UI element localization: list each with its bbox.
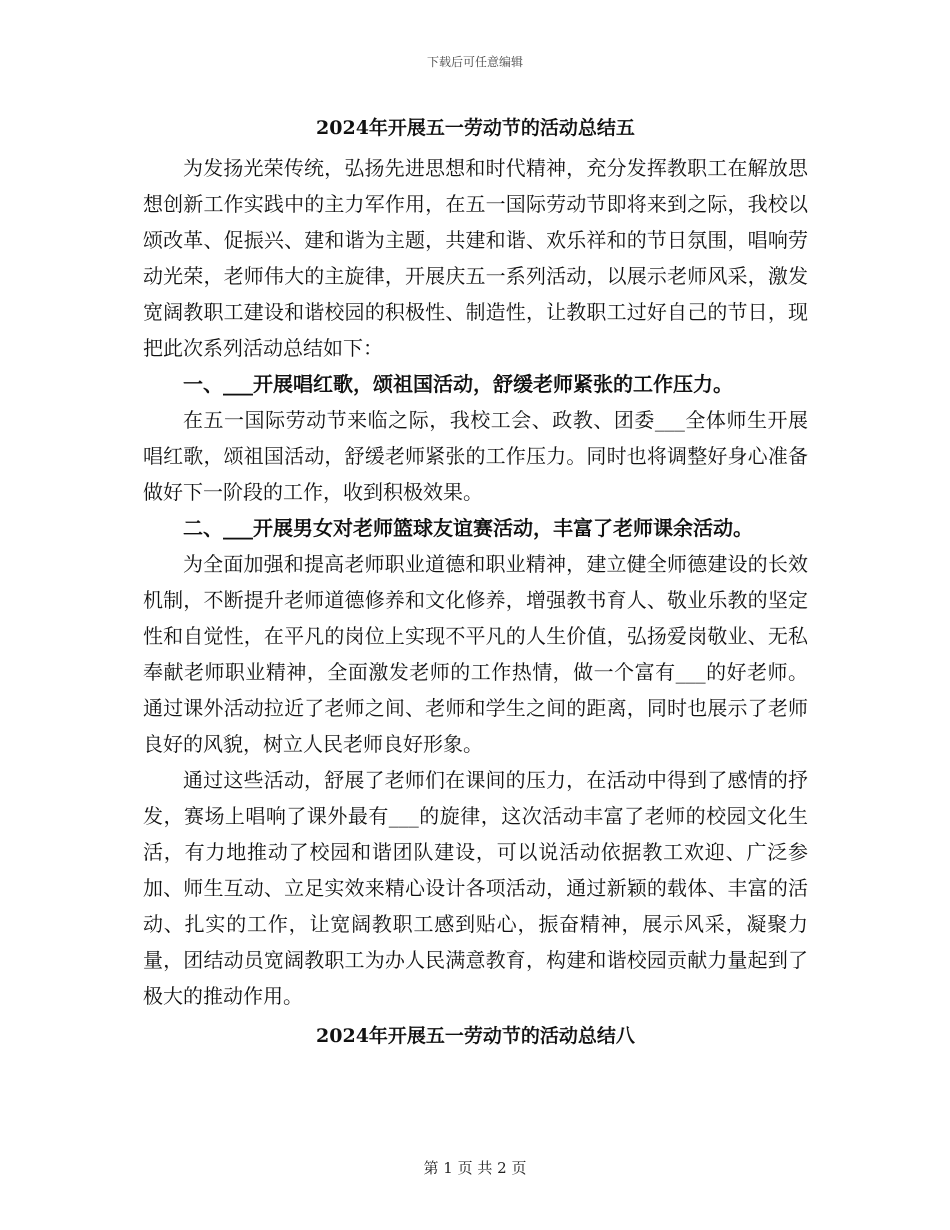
section-2-paragraph: 为全面加强和提高老师职业道德和职业精神，建立健全师德建设的长效机制，不断提升老师道德修养和文化修养，增强教书育人、敬业乐教的坚定性和自觉性，在平凡的岗位上实现不平凡的人生价值，弘扬爱岗敬业、无私奉献老师职业精神，全面激发老师的工作热情，做一个富有___的好老师。通过课外活动拉近了老师之间、老师和学生之间的距离，同时也展示了老师良好的风貌，树立人民老师良好形象。	[143, 552, 808, 756]
header-note: 下载后可任意编辑	[426, 55, 523, 69]
next-document-title: 2024年开展五一劳动节的活动总结八	[316, 1025, 635, 1047]
section-1-paragraph: 在五一国际劳动节来临之际，我校工会、政教、团委___全体师生开展唱红歌，颂祖国活动，舒缓老师紧张的工作压力。同时也将调整好身心准备做好下一阶段的工作，收到积极效果。	[143, 408, 808, 504]
page-indicator: 第 1 页 共 2 页	[423, 1159, 527, 1177]
document-body	[143, 110, 808, 1058]
section-1-heading: 一、___开展唱红歌，颂祖国活动，舒缓老师紧张的工作压力。	[183, 372, 733, 396]
conclusion-paragraph: 通过这些活动，舒展了老师们在课间的压力，在活动中得到了感情的抒发，赛场上唱响了课外最有___的旋律，这次活动丰富了老师的校园文化生活，有力地推动了校园和谐团队建设，可以说活动依据教工欢迎、广泛参加、师生互动、立足实效来精心设计各项活动，通过新颖的载体、丰富的活动、扎实的工作，让宽阔教职工感到贴心，振奋精神，展示风采，凝聚力量，团结动员宽阔教职工为办人民满意教育，构建和谐校园贡献力量起到了极大的推动作用。	[143, 768, 808, 1008]
intro-paragraph: 为发扬光荣传统，弘扬先进思想和时代精神，充分发挥教职工在解放思想创新工作实践中的主力军作用，在五一国际劳动节即将来到之际，我校以颂改革、促振兴、建和谐为主题，共建和谐、欢乐祥和的节日氛围，唱响劳动光荣，老师伟大的主旋律，开展庆五一系列活动，以展示老师风采，激发宽阔教职工建设和谐校园的积极性、制造性，让教职工过好自己的节日，现把此次系列活动总结如下：	[143, 156, 808, 360]
section-2-heading: 二、___开展男女对老师篮球友谊赛活动，丰富了老师课余活动。	[183, 516, 753, 540]
document-title: 2024年开展五一劳动节的活动总结五	[316, 117, 635, 139]
